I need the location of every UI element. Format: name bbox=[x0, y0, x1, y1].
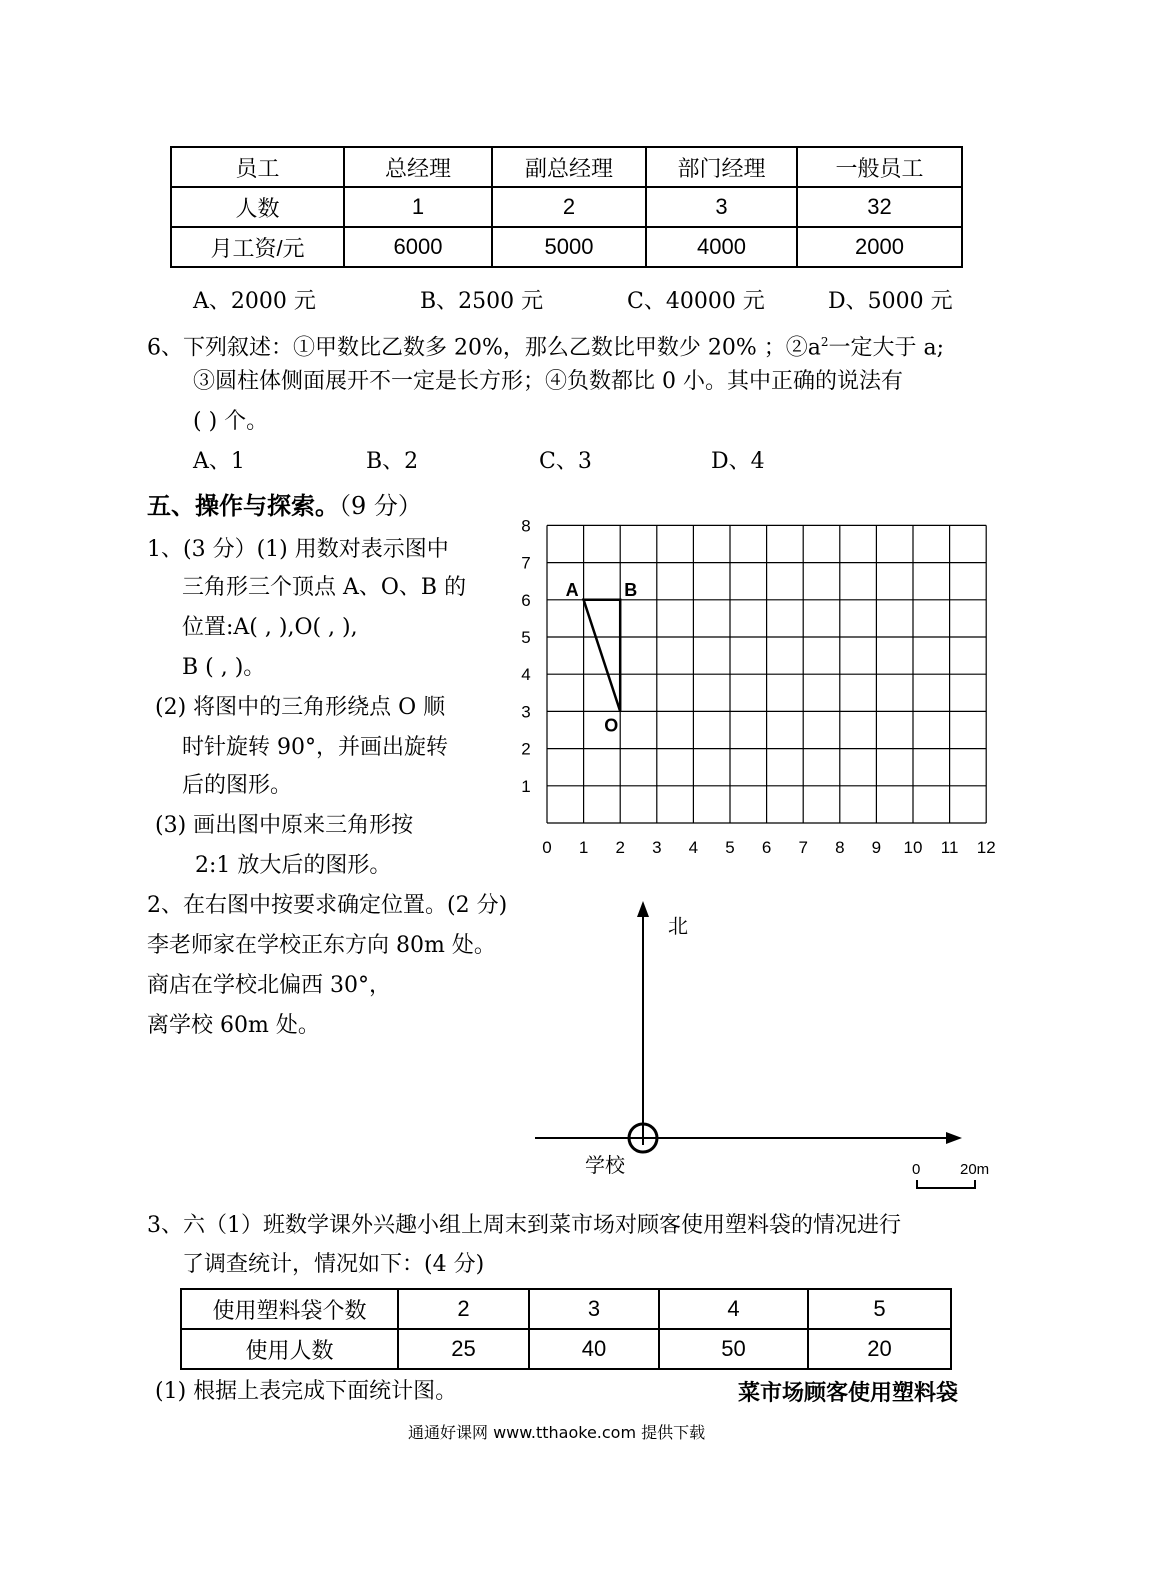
q5-option-a: A、2000 元 bbox=[193, 289, 316, 314]
table-cell: 一般员工 bbox=[797, 147, 962, 187]
q6-option-b: B、2 bbox=[366, 449, 419, 474]
x-tick-label: 2 bbox=[615, 838, 625, 857]
q1-line: (2) 将图中的三角形绕点 O 顺 bbox=[155, 695, 446, 720]
scale-zero-label: 0 bbox=[912, 1161, 921, 1178]
x-tick-label: 9 bbox=[871, 838, 882, 857]
table-cell: 5 bbox=[808, 1289, 951, 1329]
y-tick-label: 6 bbox=[521, 590, 531, 610]
q3-line1: 3、六（1）班数学课外兴趣小组上周末到菜市场对顾客使用塑料袋的情况进行 bbox=[147, 1213, 901, 1238]
table-row bbox=[171, 147, 962, 187]
table-cell: 32 bbox=[797, 187, 962, 227]
table-row bbox=[181, 1289, 951, 1329]
y-tick-label: 5 bbox=[521, 628, 531, 647]
table-cell: 5000 bbox=[492, 227, 646, 267]
x-tick-label: 7 bbox=[798, 838, 808, 857]
y-tick-label: 1 bbox=[521, 776, 531, 796]
table-cell: 2 bbox=[492, 187, 646, 227]
north-arrow-icon bbox=[637, 901, 649, 917]
q1-line: 1、(3 分）(1) 用数对表示图中 bbox=[147, 537, 449, 562]
y-tick-label: 8 bbox=[521, 516, 531, 536]
table-row bbox=[181, 1329, 951, 1369]
section-title-text: 五、操作与探索。 bbox=[147, 492, 339, 520]
q6-line1-text: 6、下列叙述：①甲数比乙数多 20%，那么乙数比甲数少 20% ；②a bbox=[147, 335, 821, 361]
point-label-b: B bbox=[624, 579, 638, 600]
scale-value-label: 20m bbox=[960, 1161, 990, 1178]
table-cell: 3 bbox=[646, 187, 797, 227]
q6-option-a: A、1 bbox=[193, 449, 245, 474]
q2-line: 商店在学校北偏西 30°， bbox=[147, 973, 391, 998]
q1-line: 后的图形。 bbox=[182, 773, 293, 798]
triangle-outline bbox=[584, 600, 621, 712]
table-cell: 20 bbox=[808, 1329, 951, 1369]
q1-line: (3) 画出图中原来三角形按 bbox=[155, 813, 414, 838]
q5-option-c: C、40000 元 bbox=[627, 289, 765, 314]
table-cell: 总经理 bbox=[344, 147, 492, 187]
table-row bbox=[171, 187, 962, 227]
q6-option-d: D、4 bbox=[711, 449, 765, 474]
footer-credit: 通通好课网 www.tthaoke.com 提供下载 bbox=[408, 1423, 706, 1442]
table-cell: 员工 bbox=[171, 147, 344, 187]
q1-line: B ( , )。 bbox=[182, 655, 266, 680]
table-cell: 部门经理 bbox=[646, 147, 797, 187]
x-tick-label: 11 bbox=[940, 838, 959, 857]
table-cell: 3 bbox=[529, 1289, 659, 1329]
point-label-o: O bbox=[604, 715, 619, 736]
x-tick-label: 3 bbox=[652, 838, 662, 857]
q6-option-c: C、3 bbox=[539, 449, 592, 474]
table-cell: 使用塑料袋个数 bbox=[181, 1289, 398, 1329]
table-cell: 25 bbox=[398, 1329, 529, 1369]
grid-lines bbox=[547, 525, 986, 823]
q2-line: 离学校 60m 处。 bbox=[147, 1013, 320, 1038]
table-cell: 40 bbox=[529, 1329, 659, 1369]
q2-line: 2、在右图中按要求确定位置。(2 分) bbox=[147, 893, 508, 918]
salary-table bbox=[170, 146, 963, 268]
q3-sub1: (1) 根据上表完成下面统计图。 bbox=[155, 1379, 458, 1404]
q5-option-b: B、2500 元 bbox=[420, 289, 544, 314]
q2-line: 李老师家在学校正东方向 80m 处。 bbox=[147, 933, 496, 958]
x-tick-label: 1 bbox=[578, 838, 589, 857]
x-tick-label: 10 bbox=[903, 838, 923, 857]
q1-line: 2:1 放大后的图形。 bbox=[195, 853, 392, 878]
section-title bbox=[147, 486, 422, 526]
q3-line2: 了调查统计，情况如下：(4 分) bbox=[182, 1252, 485, 1277]
q6-line2: ③圆柱体侧面展开不一定是长方形；④负数都比 0 小。其中正确的说法有 bbox=[193, 369, 903, 394]
scale-bar bbox=[917, 1180, 975, 1188]
grid-tick-labels bbox=[521, 516, 995, 857]
school-label: 学校 bbox=[585, 1155, 625, 1177]
table-cell: 月工资/元 bbox=[171, 227, 344, 267]
triangle-aob bbox=[566, 580, 638, 736]
table-cell: 人数 bbox=[171, 187, 344, 227]
table-cell: 1 bbox=[344, 187, 492, 227]
bag-usage-table bbox=[180, 1288, 952, 1370]
x-tick-label: 0 bbox=[542, 838, 552, 857]
table-cell: 4000 bbox=[646, 227, 797, 267]
q6-superscript: 2 bbox=[820, 335, 829, 349]
x-tick-label: 12 bbox=[976, 838, 996, 857]
y-tick-label: 7 bbox=[521, 553, 531, 573]
north-label: 北 bbox=[668, 916, 688, 938]
q5-option-d: D、5000 元 bbox=[828, 289, 953, 314]
y-tick-label: 2 bbox=[521, 739, 531, 759]
table-cell: 4 bbox=[659, 1289, 808, 1329]
east-arrow-icon bbox=[946, 1132, 962, 1144]
table-cell: 使用人数 bbox=[181, 1329, 398, 1369]
q6-line1-end: 一定大于 a; bbox=[828, 335, 945, 361]
coordinate-grid bbox=[510, 515, 1010, 860]
q1-line: 位置:A( , ),O( , ), bbox=[182, 615, 358, 640]
table-cell: 2000 bbox=[797, 227, 962, 267]
table-cell: 50 bbox=[659, 1329, 808, 1369]
point-label-a: A bbox=[565, 579, 579, 600]
x-tick-label: 6 bbox=[761, 838, 772, 857]
table-cell: 2 bbox=[398, 1289, 529, 1329]
x-tick-label: 4 bbox=[688, 838, 699, 857]
section-score: （9 分） bbox=[339, 492, 422, 520]
x-tick-label: 5 bbox=[725, 838, 735, 857]
y-tick-label: 3 bbox=[521, 702, 531, 722]
q1-line: 时针旋转 90°，并画出旋转 bbox=[182, 735, 448, 760]
table-row bbox=[171, 227, 962, 267]
x-tick-label: 8 bbox=[835, 838, 845, 857]
table-cell: 6000 bbox=[344, 227, 492, 267]
table-cell: 副总经理 bbox=[492, 147, 646, 187]
compass-diagram bbox=[520, 895, 1020, 1195]
chart-title: 菜市场顾客使用塑料袋 bbox=[738, 1381, 959, 1406]
y-tick-label: 4 bbox=[521, 665, 531, 685]
q6-line3: ( ) 个。 bbox=[193, 409, 269, 434]
q1-line: 三角形三个顶点 A、O、B 的 bbox=[182, 575, 467, 600]
